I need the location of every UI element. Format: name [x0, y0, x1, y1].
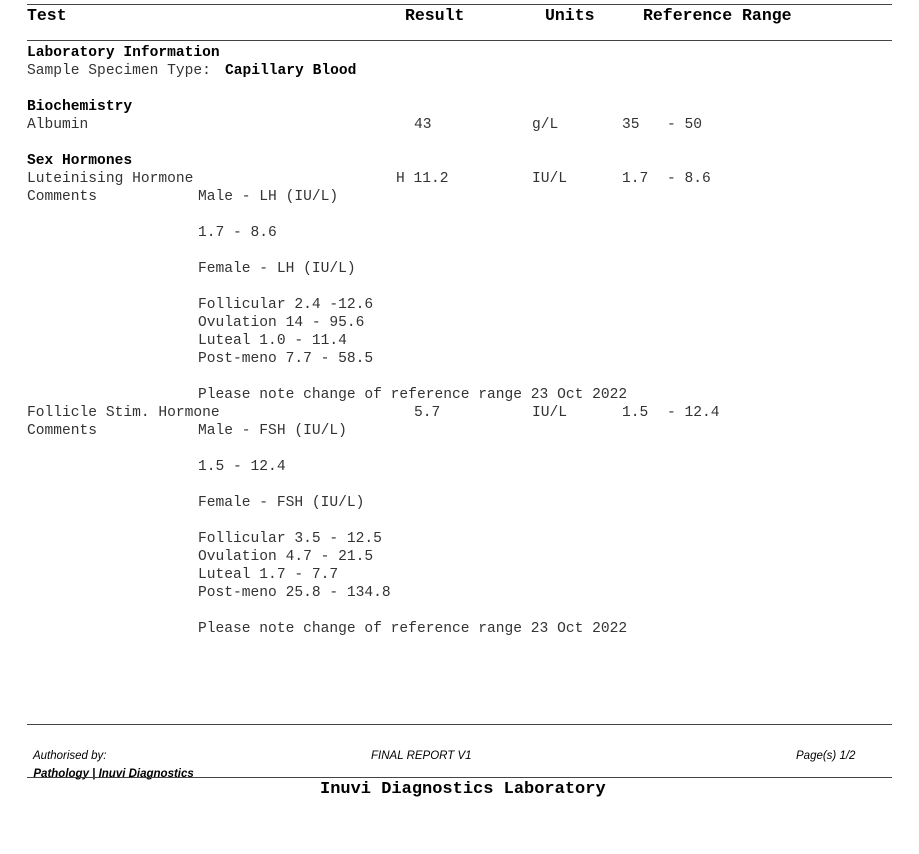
comment-line: Please note change of reference range 23 Oct 2022 — [198, 387, 628, 403]
authorised-by — [27, 729, 194, 783]
comment-line — [198, 512, 627, 530]
comment-line: Follicular 2.4 -12.6 — [198, 297, 374, 313]
comment-line — [198, 278, 627, 296]
test-units: IU/L — [532, 405, 568, 421]
range-high: - 12.4 — [667, 405, 720, 421]
comments-label: Comments — [27, 423, 98, 439]
specimen-value: Capillary Blood — [225, 63, 357, 79]
comment-line: 1.7 - 8.6 — [198, 225, 277, 241]
comment-line: 1.5 - 12.4 — [198, 459, 286, 475]
comment-line — [198, 368, 627, 386]
sex-hormones-heading: Sex Hormones — [27, 153, 133, 169]
authorised-value: Pathology | Inuvi Diagnostics — [33, 768, 194, 780]
comment-block — [198, 188, 627, 404]
range-low: 1.7 — [622, 171, 649, 187]
comment-line: Luteal 1.0 - 11.4 — [198, 333, 347, 349]
comment-line — [198, 602, 627, 620]
test-result: 43 — [414, 117, 432, 133]
comment-line: Please note change of reference range 23 Oct 2022 — [198, 621, 628, 637]
comment-line — [198, 476, 627, 494]
page-number: Page(s) 1/2 — [796, 750, 856, 762]
comment-line — [198, 440, 627, 458]
range-high: - 50 — [667, 117, 703, 133]
lab-name: Inuvi Diagnostics Laboratory — [320, 780, 606, 799]
biochemistry-heading: Biochemistry — [27, 99, 133, 115]
comment-line: Post-meno 25.8 - 134.8 — [198, 585, 391, 601]
comment-line — [198, 206, 627, 224]
comment-block — [198, 422, 627, 638]
comment-line: Male - FSH (IU/L) — [198, 423, 347, 439]
header-test: Test — [27, 6, 67, 25]
test-result: H 11.2 — [396, 171, 449, 187]
comment-line: Follicular 3.5 - 12.5 — [198, 531, 382, 547]
test-name: Follicle Stim. Hormone — [27, 405, 220, 421]
comment-line: Ovulation 14 - 95.6 — [198, 315, 365, 331]
header-reference-range: Reference Range — [643, 6, 792, 25]
footer-bottom-rule — [27, 777, 892, 778]
header-rule — [27, 40, 892, 41]
comment-line: Female - LH (IU/L) — [198, 261, 356, 277]
test-units: g/L — [532, 117, 559, 133]
comment-line: Post-meno 7.7 - 58.5 — [198, 351, 374, 367]
footer-top-rule — [27, 724, 892, 725]
comments-label: Comments — [27, 189, 98, 205]
header-result: Result — [405, 6, 465, 25]
lab-info-heading: Laboratory Information — [27, 45, 220, 61]
comment-line: Luteal 1.7 - 7.7 — [198, 567, 339, 583]
comment-line: Female - FSH (IU/L) — [198, 495, 365, 511]
comment-line: Ovulation 4.7 - 21.5 — [198, 549, 374, 565]
specimen-label: Sample Specimen Type: — [27, 63, 211, 79]
test-name: Albumin — [27, 117, 89, 133]
report-version: FINAL REPORT V1 — [371, 750, 472, 762]
test-units: IU/L — [532, 171, 568, 187]
range-high: - 8.6 — [667, 171, 711, 187]
top-rule — [27, 4, 892, 5]
range-low: 35 — [622, 117, 640, 133]
header-units: Units — [545, 6, 595, 25]
comment-line — [198, 242, 627, 260]
range-low: 1.5 — [622, 405, 649, 421]
comment-line: Male - LH (IU/L) — [198, 189, 339, 205]
authorised-label: Authorised by: — [32, 750, 107, 762]
test-name: Luteinising Hormone — [27, 171, 194, 187]
test-result: 5.7 — [414, 405, 441, 421]
